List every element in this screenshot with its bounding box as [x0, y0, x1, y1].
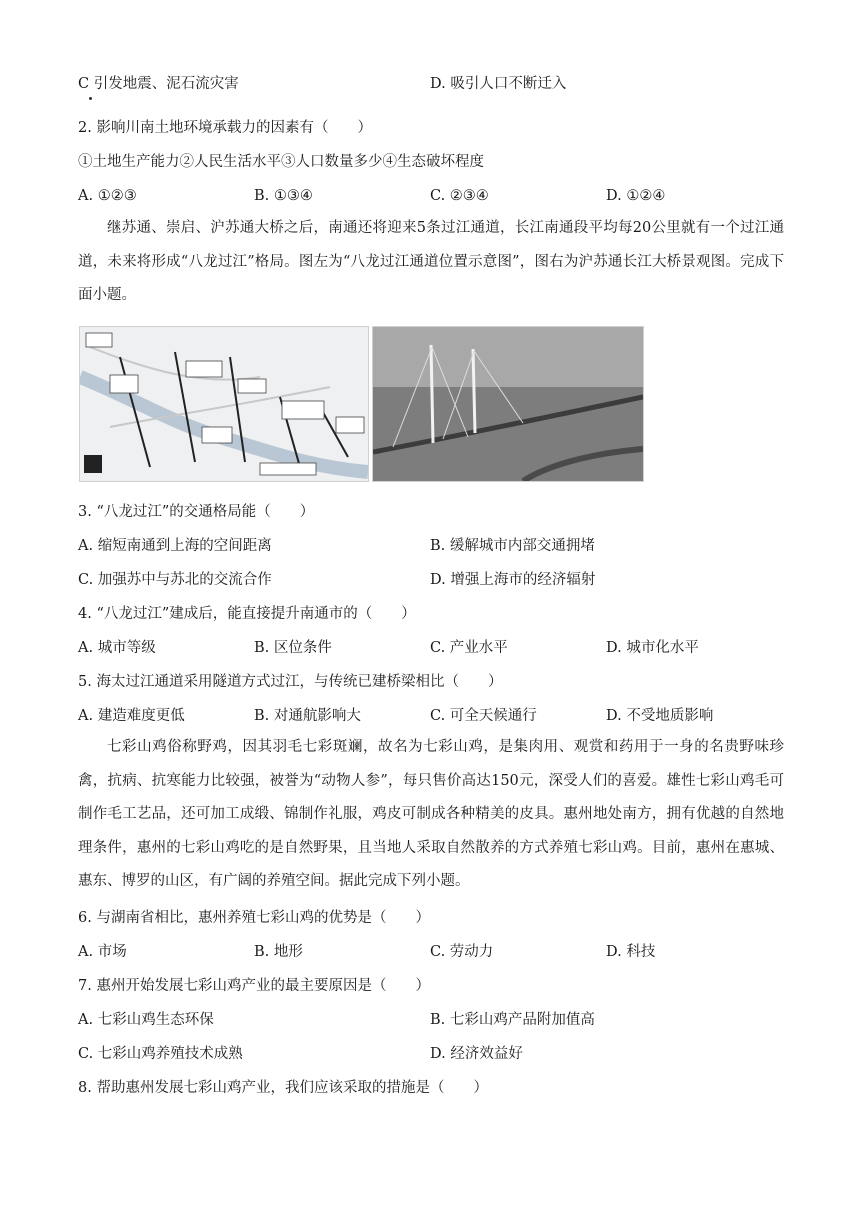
question-3-stem: 3. “八龙过江”的交通格局能（ ）: [78, 504, 315, 520]
q4-option-a: A. 城市等级: [78, 640, 156, 656]
q5-option-d: D. 不受地质影响: [606, 708, 714, 724]
stray-dot: [89, 97, 92, 100]
question-2-stem: 2. 影响川南土地环境承载力的因素有（ ）: [78, 120, 372, 136]
question-2-items: ①土地生产能力②人民生活水平③人口数量多少④生态破坏程度: [78, 154, 484, 170]
q2-option-b: B. ①③④: [254, 188, 313, 204]
q7-option-a: A. 七彩山鸡生态环保: [78, 1012, 214, 1028]
q4-option-b: B. 区位条件: [254, 640, 332, 656]
q7-option-c: C. 七彩山鸡养殖技术成熟: [78, 1046, 243, 1062]
bridge-photo: [372, 326, 644, 482]
passage-pheasant: 七彩山鸡俗称野鸡，因其羽毛七彩斑斓，故名为七彩山鸡，是集肉用、观赏和药用于一身的名贵野味珍禽，抗病、抗寒能力比较强，被誉为“动物人参”，每只售价高达150元，深受人们的喜爱。雄性七彩山鸡毛可制作毛工艺品，还可加工成缎、锦制作礼服，鸡皮可制成各种精美的皮具。惠州地处南方，拥有优越的自然地理条件，惠州的七彩山鸡吃的是自然野果，且当地人采取自然散养的方式养殖七彩山鸡。目前，惠州在惠城、惠东、博罗的山区，有广阔的养殖空间。据此完成下列小题。: [78, 739, 784, 889]
q6-option-a: A. 市场: [78, 944, 127, 960]
q3-option-d: D. 增强上海市的经济辐射: [430, 572, 596, 588]
map-graphic: [80, 327, 368, 481]
q5-option-a: A. 建造难度更低: [78, 708, 185, 724]
q6-option-b: B. 地形: [254, 944, 303, 960]
q2-option-d: D. ①②④: [606, 188, 666, 204]
q3-option-b: B. 缓解城市内部交通拥堵: [430, 538, 595, 554]
bridge-graphic: [373, 327, 643, 481]
question-6-stem: 6. 与湖南省相比，惠州养殖七彩山鸡的优势是（ ）: [78, 910, 430, 926]
q7-option-d: D. 经济效益好: [430, 1046, 523, 1062]
option-c: C 引发地震、泥石流灾害: [78, 76, 239, 92]
q3-option-a: A. 缩短南通到上海的空间距离: [78, 538, 272, 554]
river-crossing-map: [79, 326, 369, 482]
passage-bridges: 继苏通、崇启、沪苏通大桥之后，南通还将迎来5条过江通道，长江南通段平均每20公里就有一个过江通道，未来将形成“八龙过江”格局。图左为“八龙过江通道位置示意图”，图右为沪苏通长江大桥景观图。完成下面小题。: [78, 220, 784, 303]
q5-option-c: C. 可全天候通行: [430, 708, 537, 724]
question-7-stem: 7. 惠州开始发展七彩山鸡产业的最主要原因是（ ）: [78, 978, 430, 994]
question-5-stem: 5. 海太过江通道采用隧道方式过江，与传统已建桥梁相比（ ）: [78, 674, 503, 690]
q2-option-a: A. ①②③: [78, 188, 137, 204]
option-d: D. 吸引人口不断迁入: [430, 76, 567, 92]
q2-option-c: C. ②③④: [430, 188, 489, 204]
q5-option-b: B. 对通航影响大: [254, 708, 361, 724]
question-4-stem: 4. “八龙过江”建成后，能直接提升南通市的（ ）: [78, 606, 416, 622]
q4-option-d: D. 城市化水平: [606, 640, 699, 656]
q6-option-d: D. 科技: [606, 944, 656, 960]
q7-option-b: B. 七彩山鸡产品附加值高: [430, 1012, 595, 1028]
question-8-stem: 8. 帮助惠州发展七彩山鸡产业，我们应该采取的措施是（ ）: [78, 1080, 488, 1096]
q6-option-c: C. 劳动力: [430, 944, 494, 960]
q4-option-c: C. 产业水平: [430, 640, 508, 656]
q3-option-c: C. 加强苏中与苏北的交流合作: [78, 572, 272, 588]
